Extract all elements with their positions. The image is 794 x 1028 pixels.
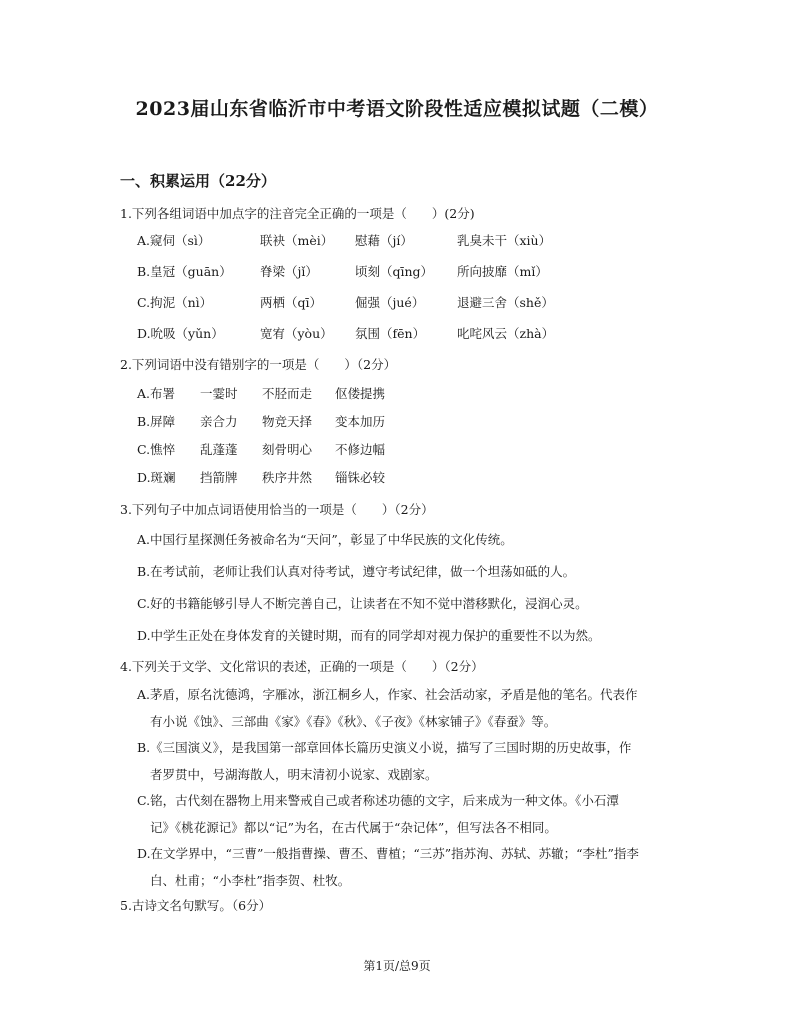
q1-option-c-2: 两栖（qī）: [260, 295, 322, 310]
q1-option-d-1: D.吮吸（yǔn）: [137, 326, 224, 341]
q4-option-d: [137, 844, 677, 889]
q1-option-b-1: B.皇冠（guān）: [137, 264, 232, 279]
q4-option-c: [137, 791, 677, 836]
q4-option-b: [137, 738, 677, 783]
q3-option-d: D.中学生正处在身体发育的关键时期，而有的同学却对视力保护的重要性不以为然。: [137, 628, 601, 643]
q1-option-a-2: 联袂（mèi）: [260, 233, 334, 248]
q4-option-c-line1: C.铭，古代刻在器物上用来警戒自己或者称述功德的文字，后来成为一种文体。《小石潭: [137, 793, 619, 808]
q3-option-c: C.好的书籍能够引导人不断完善自己，让读者在不知不觉中潜移默化，浸润心灵。: [137, 596, 588, 611]
q4-option-a-line1: A.茅盾，原名沈德鸿，字雁冰，浙江桐乡人，作家、社会活动家，矛盾是他的笔名。代表作: [137, 687, 638, 702]
q2-option-b-3: 物竞天择: [262, 414, 313, 429]
q4-option-a-line2: 有小说《蚀》、三部曲《家》《春》《秋》、《子夜》《林家铺子》《春蚕》等。: [150, 714, 557, 729]
q4-option-d-line2: 白、杜甫；“小李杜”指李贺、杜牧。: [150, 873, 351, 888]
q2-option-a-2: 一霎时: [200, 386, 238, 401]
section-heading: 一、积累运用（22分）: [120, 172, 276, 190]
q2-option-a-4: 伛偻提携: [335, 386, 386, 401]
q4-option-b-line2: 者罗贯中，号湖海散人，明末清初小说家、戏剧家。: [150, 767, 438, 782]
q2-option-d-1: D.斑斓: [137, 470, 176, 485]
q2-option-d-3: 秩序井然: [262, 470, 313, 485]
q2-option-c-1: C.憔悴: [137, 442, 176, 457]
q3-option-a: A.中国行星探测任务被命名为“天问”，彰显了中华民族的文化传统。: [137, 532, 513, 547]
q2-option-c-3: 刻骨明心: [262, 442, 313, 457]
q1-option-a-3: 慰藉（jí）: [355, 233, 413, 248]
page-title: 2023届山东省临沂市中考语文阶段性适应模拟试题（二模）: [135, 98, 659, 120]
q1-option-b-3: 顷刻（qīng）: [355, 264, 434, 279]
q3-option-b: B.在考试前，老师让我们认真对待考试，遵守考试纪律，做一个坦荡如砥的人。: [137, 564, 576, 579]
question-3-stem: 3.下列句子中加点词语使用恰当的一项是（ ）（2分）: [120, 502, 434, 517]
question-4-stem: 4.下列关于文学、文化常识的表述，正确的一项是（ ）（2分）: [120, 659, 484, 674]
q1-option-d-4: 叱咤风云（zhà）: [457, 326, 555, 341]
q2-option-d-2: 挡箭牌: [200, 470, 238, 485]
q1-option-c-3: 倔强（jué）: [355, 295, 425, 310]
q1-option-c-1: C.拘泥（nì）: [137, 295, 213, 310]
question-5-stem: 5.古诗文名句默写。（6分）: [120, 898, 272, 913]
q1-option-b-2: 脊梁（jǐ）: [260, 264, 318, 279]
q2-option-a-3: 不胫而走: [262, 386, 313, 401]
q2-option-a-1: A.布署: [137, 386, 176, 401]
q2-option-b-2: 亲合力: [200, 414, 238, 429]
page-number: 第1页/总9页: [363, 959, 431, 973]
q1-option-b-4: 所向披靡（mǐ）: [457, 264, 548, 279]
q4-option-b-line1: B.《三国演义》，是我国第一部章回体长篇历史演义小说，描写了三国时期的历史故事，作: [137, 740, 632, 755]
q2-option-d-4: 锱铢必较: [335, 470, 386, 485]
q4-option-c-line2: 记》《桃花源记》都以“记”为名，在古代属于“杂记体”，但写法各不相同。: [150, 820, 557, 835]
q2-option-c-4: 不修边幅: [335, 442, 386, 457]
q2-option-c-2: 乱蓬蓬: [200, 442, 238, 457]
q1-option-a-4: 乳臭未干（xiù）: [457, 233, 552, 248]
q1-option-a-1: A.窥伺（sì）: [137, 233, 211, 248]
q4-option-d-line1: D.在文学界中，“三曹”一般指曹操、曹丕、曹植；“三苏”指苏洵、苏轼、苏辙；“李杜”指李: [137, 846, 639, 861]
q1-option-c-4: 退避三舍（shě）: [457, 295, 554, 310]
question-1-stem: 1.下列各组词语中加点字的注音完全正确的一项是（ ）(2分): [120, 206, 475, 221]
q1-option-d-3: 氛围（fēn）: [355, 326, 426, 341]
q1-option-d-2: 宽宥（yòu）: [260, 326, 333, 341]
q2-option-b-1: B.屏障: [137, 414, 176, 429]
q2-option-b-4: 变本加历: [335, 414, 386, 429]
question-2-stem: 2.下列词语中没有错别字的一项是（ ）（2分）: [120, 357, 397, 372]
q4-option-a: [137, 685, 677, 730]
